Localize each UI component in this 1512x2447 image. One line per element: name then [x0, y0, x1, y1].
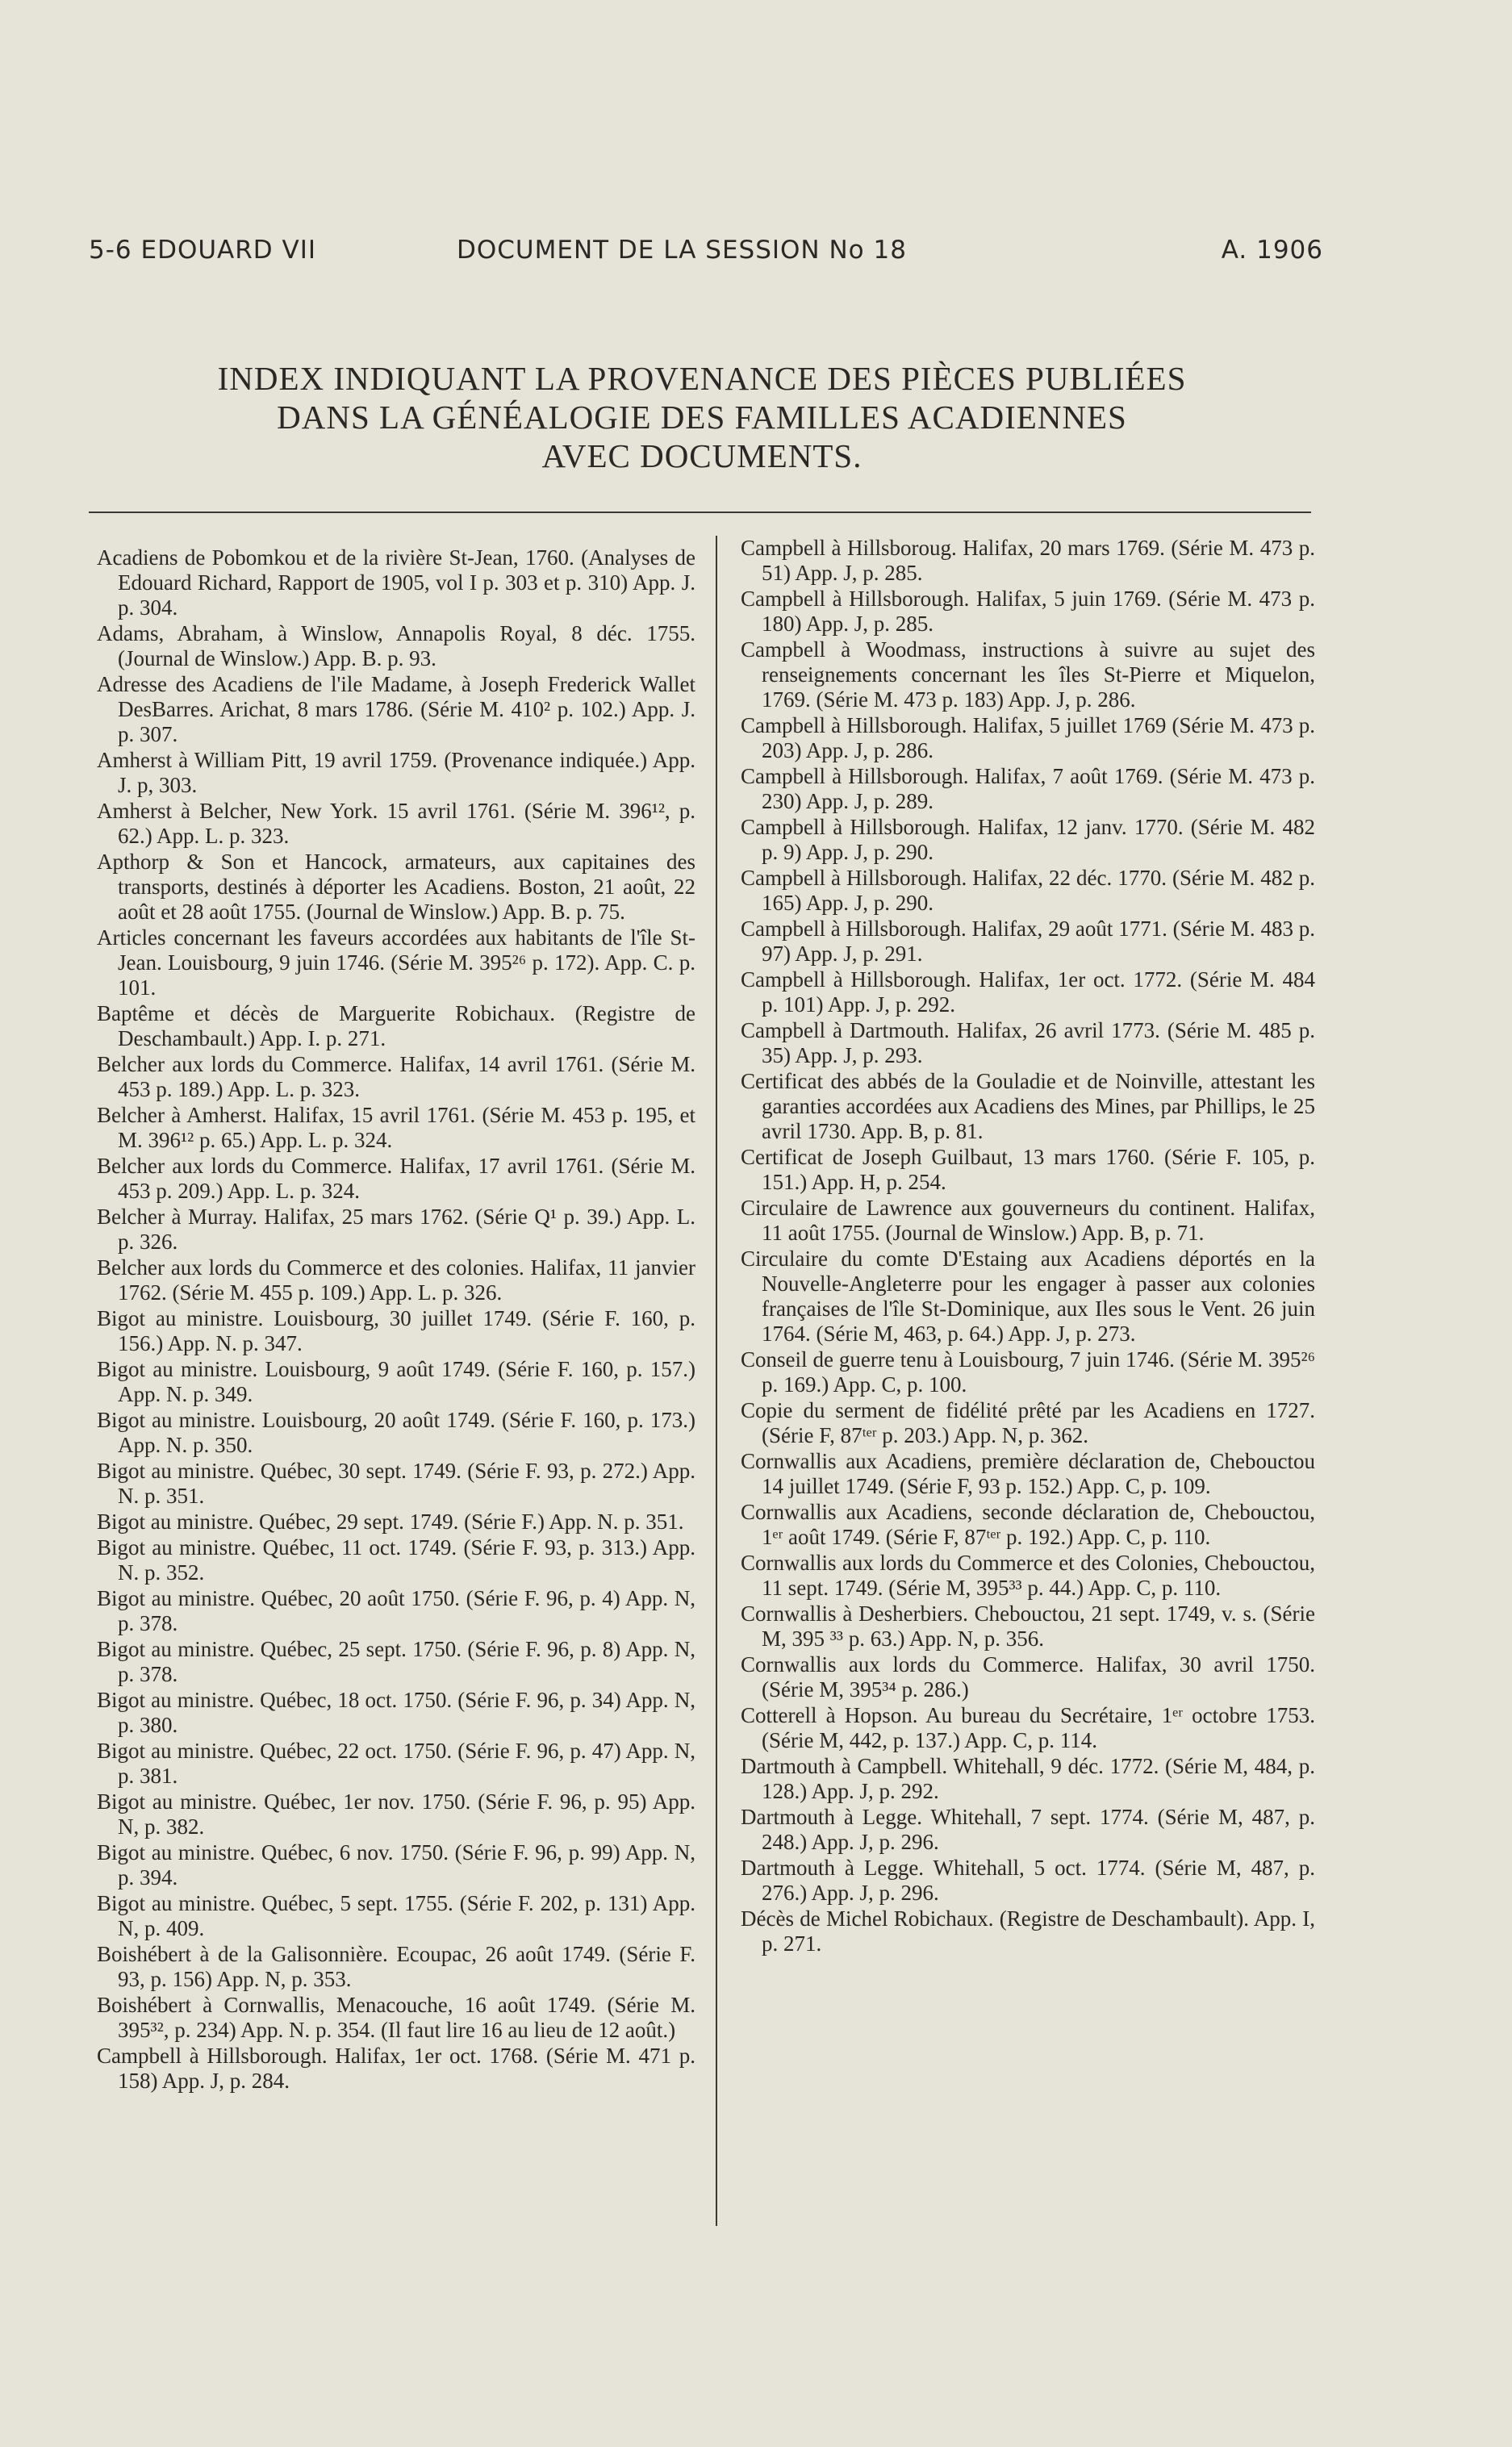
index-entry: Bigot au ministre. Québec, 18 oct. 1750. (Série F. 96, p. 34) App. N, p. 380.: [97, 1688, 695, 1737]
index-entry: Certificat de Joseph Guilbaut, 13 mars 1760. (Série F. 105, p. 151.) App. H, p. 254.: [741, 1145, 1315, 1194]
index-entry: Dartmouth à Legge. Whitehall, 7 sept. 1774. (Série M, 487, p. 248.) App. J, p. 296.: [741, 1805, 1315, 1854]
index-entry: Belcher à Amherst. Halifax, 15 avril 1761. (Série M. 453 p. 195, et M. 396¹² p. 65.) App. L. p. 324.: [97, 1103, 695, 1152]
index-entry: Campbell à Hillsboroug. Halifax, 20 mars 1769. (Série M. 473 p. 51) App. J, p. 285.: [741, 536, 1315, 585]
index-entry: Copie du serment de fidélité prêté par les Acadiens en 1727. (Série F, 87ᵗᵉʳ p. 203.) App. N, p. 362.: [741, 1398, 1315, 1447]
index-entry: Campbell à Hillsborough. Halifax, 5 juillet 1769 (Série M. 473 p. 203) App. J, p. 286.: [741, 713, 1315, 762]
index-entry: Adams, Abraham, à Winslow, Annapolis Royal, 8 déc. 1755. (Journal de Winslow.) App. B. p. 93.: [97, 621, 695, 670]
index-entry: Cornwallis à Desherbiers. Chebouctou, 21 sept. 1749, v. s. (Série M, 395 ³³ p. 63.) App. N, p. 356.: [741, 1601, 1315, 1651]
index-entry: Décès de Michel Robichaux. (Registre de Deschambault). App. I, p. 271.: [741, 1906, 1315, 1956]
index-entry: Bigot au ministre. Québec, 22 oct. 1750. (Série F. 96, p. 47) App. N, p. 381.: [97, 1739, 695, 1788]
index-entry: Baptême et décès de Marguerite Robichaux. (Registre de Deschambault.) App. I. p. 271.: [97, 1001, 695, 1050]
header-center: DOCUMENT DE LA SESSION No 18: [457, 236, 907, 265]
index-entry: Boishébert à de la Galisonnière. Ecoupac, 26 août 1749. (Série F. 93, p. 156) App. N, p. 353.: [97, 1942, 695, 1991]
index-entry: Bigot au ministre. Québec, 11 oct. 1749. (Série F. 93, p. 313.) App. N. p. 352.: [97, 1535, 695, 1585]
index-entry: Certificat des abbés de la Gouladie et de Noinville, attestant les garanties accordées aux Acadiens des Mines, par Phillips, le 25 avril 1730. App. B, p. 81.: [741, 1069, 1315, 1143]
index-entry: Cornwallis aux lords du Commerce. Halifax, 30 avril 1750. (Série M, 395³⁴ p. 286.): [741, 1652, 1315, 1702]
right-column: [741, 536, 1315, 1957]
index-entry: Conseil de guerre tenu à Louisbourg, 7 juin 1746. (Série M. 395²⁶ p. 169.) App. C, p. 100.: [741, 1347, 1315, 1397]
header-right: A. 1906: [1221, 236, 1323, 265]
index-entry: Belcher aux lords du Commerce et des colonies. Halifax, 11 janvier 1762. (Série M. 455 p. 109.) App. L. p. 326.: [97, 1255, 695, 1305]
index-entry: Circulaire du comte D'Estaing aux Acadiens déportés en la Nouvelle-Angleterre pour les engager à passer aux colonies françaises de l'île St-Dominique, aux Iles sous le Vent. 26 juin 1764. (Série M, 463, p. 64.) App. J, p. 273.: [741, 1246, 1315, 1346]
index-entry: Campbell à Hillsborough. Halifax, 7 août 1769. (Série M. 473 p. 230) App. J, p. 289.: [741, 764, 1315, 813]
index-entry: Campbell à Woodmass, instructions à suivre au sujet des renseignements concernant les îles St-Pierre et Miquelon, 1769. (Série M. 473 p. 183) App. J, p. 286.: [741, 637, 1315, 712]
index-entry: Bigot au ministre. Louisbourg, 20 août 1749. (Série F. 160, p. 173.) App. N. p. 350.: [97, 1408, 695, 1457]
index-entry: Amherst à Belcher, New York. 15 avril 1761. (Série M. 396¹², p. 62.) App. L. p. 323.: [97, 799, 695, 848]
title-line-2: DANS LA GÉNÉALOGIE DES FAMILLES ACADIENNES: [277, 399, 1127, 436]
column-divider: [716, 536, 717, 2226]
index-entry: Campbell à Hillsborough. Halifax, 22 déc. 1770. (Série M. 482 p. 165) App. J, p. 290.: [741, 866, 1315, 915]
index-entry: Dartmouth à Legge. Whitehall, 5 oct. 1774. (Série M, 487, p. 276.) App. J, p. 296.: [741, 1856, 1315, 1905]
index-entry: Bigot au ministre. Québec, 20 août 1750. (Série F. 96, p. 4) App. N, p. 378.: [97, 1586, 695, 1635]
index-entry: Campbell à Hillsborough. Halifax, 29 août 1771. (Série M. 483 p. 97) App. J, p. 291.: [741, 917, 1315, 966]
index-entry: Cornwallis aux Acadiens, première déclaration de, Chebouctou 14 juillet 1749. (Série F, 93 p. 152.) App. C, p. 109.: [741, 1449, 1315, 1498]
title-line-1: INDEX INDIQUANT LA PROVENANCE DES PIÈCES PUBLIÉES: [217, 360, 1187, 397]
index-entry: Cotterell à Hopson. Au bureau du Secrétaire, 1ᵉʳ octobre 1753. (Série M, 442, p. 137.) App. C, p. 114.: [741, 1703, 1315, 1752]
index-entry: Amherst à William Pitt, 19 avril 1759. (Provenance indiquée.) App. J. p, 303.: [97, 748, 695, 797]
page-header: [89, 236, 1323, 268]
index-entry: Belcher aux lords du Commerce. Halifax, 17 avril 1761. (Série M. 453 p. 209.) App. L. p. 324.: [97, 1154, 695, 1203]
index-entry: Campbell à Hillsborough. Halifax, 5 juin 1769. (Série M. 473 p. 180) App. J, p. 285.: [741, 587, 1315, 636]
left-column: [97, 545, 695, 2094]
index-entry: Campbell à Hillsborough. Halifax, 1er oct. 1768. (Série M. 471 p. 158) App. J, p. 284.: [97, 2044, 695, 2093]
index-entry: Belcher aux lords du Commerce. Halifax, 14 avril 1761. (Série M. 453 p. 189.) App. L. p. 323.: [97, 1052, 695, 1101]
index-entry: Bigot au ministre. Louisbourg, 30 juillet 1749. (Série F. 160, p. 156.) App. N. p. 347.: [97, 1306, 695, 1355]
index-entry: Acadiens de Pobomkou et de la rivière St-Jean, 1760. (Analyses de Edouard Richard, Rapport de 1905, vol I p. 303 et p. 310) App. J. p. 304.: [97, 545, 695, 620]
index-entry: Bigot au ministre. Louisbourg, 9 août 1749. (Série F. 160, p. 157.) App. N. p. 349.: [97, 1357, 695, 1406]
index-entry: Apthorp & Son et Hancock, armateurs, aux capitaines des transports, destinés à déporter les Acadiens. Boston, 21 août, 22 août et 28 août 1755. (Journal de Winslow.) App. B. p. 75.: [97, 850, 695, 924]
index-entry: Adresse des Acadiens de l'ile Madame, à Joseph Frederick Wallet DesBarres. Arichat, 8 mars 1786. (Série M. 410² p. 102.) App. J. p. 307.: [97, 672, 695, 746]
index-entry: Bigot au ministre. Québec, 6 nov. 1750. (Série F. 96, p. 99) App. N, p. 394.: [97, 1840, 695, 1890]
header-left: 5-6 EDOUARD VII: [89, 236, 316, 265]
index-entry: Cornwallis aux Acadiens, seconde déclaration de, Chebouctou, 1ᵉʳ août 1749. (Série F, 87ᵗᵉʳ p. 192.) App. C, p. 110.: [741, 1500, 1315, 1549]
document-title: [97, 359, 1307, 475]
index-entry: Boishébert à Cornwallis, Menacouche, 16 août 1749. (Série M. 395³², p. 234) App. N. p. 354. (Il faut lire 16 au lieu de 12 août.): [97, 1993, 695, 2042]
index-entry: Articles concernant les faveurs accordées aux habitants de l'île St-Jean. Louisbourg, 9 juin 1746. (Série M. 395²⁶ p. 172). App. C. p. 101.: [97, 925, 695, 1000]
title-rule: [89, 512, 1311, 513]
index-entry: Belcher à Murray. Halifax, 25 mars 1762. (Série Q¹ p. 39.) App. L. p. 326.: [97, 1205, 695, 1254]
index-entry: Bigot au ministre. Québec, 30 sept. 1749. (Série F. 93, p. 272.) App. N. p. 351.: [97, 1459, 695, 1508]
index-entry: Campbell à Dartmouth. Halifax, 26 avril 1773. (Série M. 485 p. 35) App. J, p. 293.: [741, 1018, 1315, 1067]
index-entry: Bigot au ministre. Québec, 25 sept. 1750. (Série F. 96, p. 8) App. N, p. 378.: [97, 1637, 695, 1686]
title-line-3: AVEC DOCUMENTS.: [541, 437, 863, 474]
index-entry: Circulaire de Lawrence aux gouverneurs du continent. Halifax, 11 août 1755. (Journal de Winslow.) App. B, p. 71.: [741, 1196, 1315, 1245]
index-entry: Campbell à Hillsborough. Halifax, 12 janv. 1770. (Série M. 482 p. 9) App. J, p. 290.: [741, 815, 1315, 864]
index-entry: Campbell à Hillsborough. Halifax, 1er oct. 1772. (Série M. 484 p. 101) App. J, p. 292.: [741, 967, 1315, 1017]
index-entry: Bigot au ministre. Québec, 1er nov. 1750. (Série F. 96, p. 95) App. N, p. 382.: [97, 1789, 695, 1839]
index-entry: Cornwallis aux lords du Commerce et des Colonies, Chebouctou, 11 sept. 1749. (Série M, 395³³ p. 44.) App. C, p. 110.: [741, 1551, 1315, 1600]
index-entry: Dartmouth à Campbell. Whitehall, 9 déc. 1772. (Série M, 484, p. 128.) App. J, p. 292.: [741, 1754, 1315, 1803]
index-entry: Bigot au ministre. Québec, 5 sept. 1755. (Série F. 202, p. 131) App. N, p. 409.: [97, 1891, 695, 1940]
index-entry: Bigot au ministre. Québec, 29 sept. 1749. (Série F.) App. N. p. 351.: [97, 1510, 684, 1534]
